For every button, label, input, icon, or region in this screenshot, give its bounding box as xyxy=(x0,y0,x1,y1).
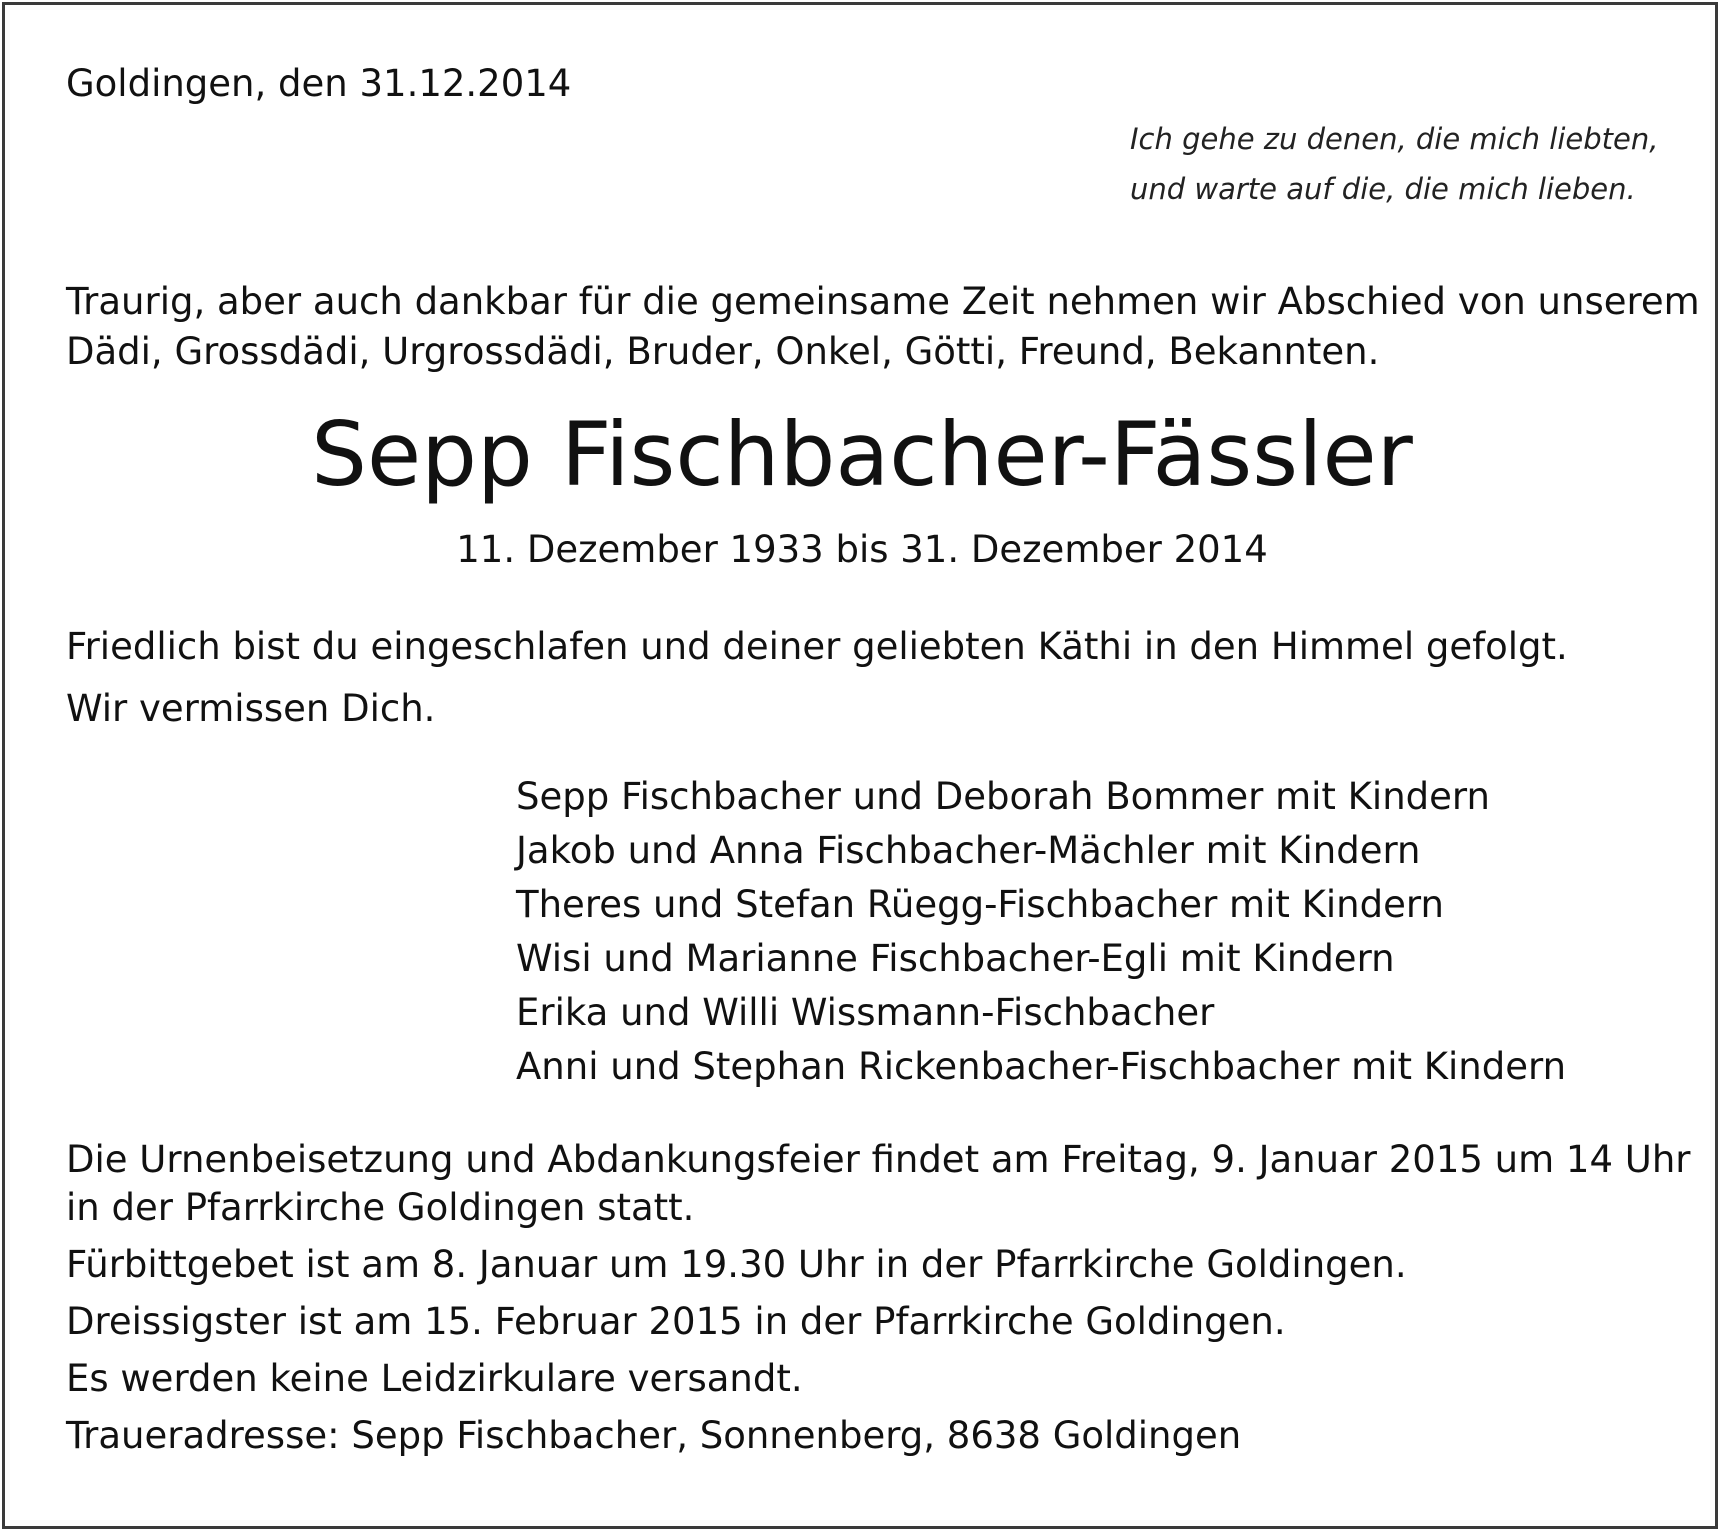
mourner-entry: Sepp Fischbacher und Deborah Bommer mit Kindern xyxy=(516,775,1490,818)
prayer-info: Fürbittgebet ist am 8. Januar um 19.30 Uhr in der Pfarrkirche Goldingen. xyxy=(66,1243,1407,1286)
place-date: Goldingen, den 31.12.2014 xyxy=(66,62,572,105)
ceremony-line: Die Urnenbeisetzung und Abdankungsfeier findet am Freitag, 9. Januar 2015 um 14 Uhr xyxy=(66,1138,1691,1181)
thirtieth-info: Dreissigster ist am 15. Februar 2015 in der Pfarrkirche Goldingen. xyxy=(66,1300,1286,1343)
motto-quote xyxy=(1130,114,1658,214)
intro-line: Dädi, Grossdädi, Urgrossdädi, Bruder, Onkel, Götti, Freund, Bekannten. xyxy=(66,330,1380,373)
life-dates: 11. Dezember 1933 bis 31. Dezember 2014 xyxy=(456,528,1268,571)
intro-line: Traurig, aber auch dankbar für die gemeinsame Zeit nehmen wir Abschied von unserem xyxy=(66,280,1700,323)
farewell-line: Wir vermissen Dich. xyxy=(66,687,436,730)
mourner-entry: Erika und Willi Wissmann-Fischbacher xyxy=(516,991,1215,1034)
ceremony-details xyxy=(66,1136,1691,1460)
motto-line: und warte auf die, die mich lieben. xyxy=(1130,172,1636,206)
mourners-list xyxy=(516,770,1566,1094)
no-circulars-note: Es werden keine Leidzirkulare versandt. xyxy=(66,1357,803,1400)
mourner-entry: Theres und Stefan Rüegg-Fischbacher mit Kindern xyxy=(516,883,1444,926)
mourning-address: Traueradresse: Sepp Fischbacher, Sonnenberg, 8638 Goldingen xyxy=(66,1414,1242,1457)
mourner-entry: Wisi und Marianne Fischbacher-Egli mit Kindern xyxy=(516,937,1395,980)
farewell-line: Friedlich bist du eingeschlafen und deiner geliebten Käthi in den Himmel gefolgt. xyxy=(66,625,1568,668)
motto-line: Ich gehe zu denen, die mich liebten, xyxy=(1130,122,1659,156)
deceased-name: Sepp Fischbacher-Fässler xyxy=(311,403,1413,506)
ceremony-line: in der Pfarrkirche Goldingen statt. xyxy=(66,1186,695,1229)
mourner-entry: Jakob und Anna Fischbacher-Mächler mit Kindern xyxy=(516,829,1421,872)
mourner-entry: Anni und Stephan Rickenbacher-Fischbacher mit Kindern xyxy=(516,1045,1567,1088)
farewell-paragraph xyxy=(66,616,1568,740)
intro-paragraph xyxy=(66,277,1700,377)
